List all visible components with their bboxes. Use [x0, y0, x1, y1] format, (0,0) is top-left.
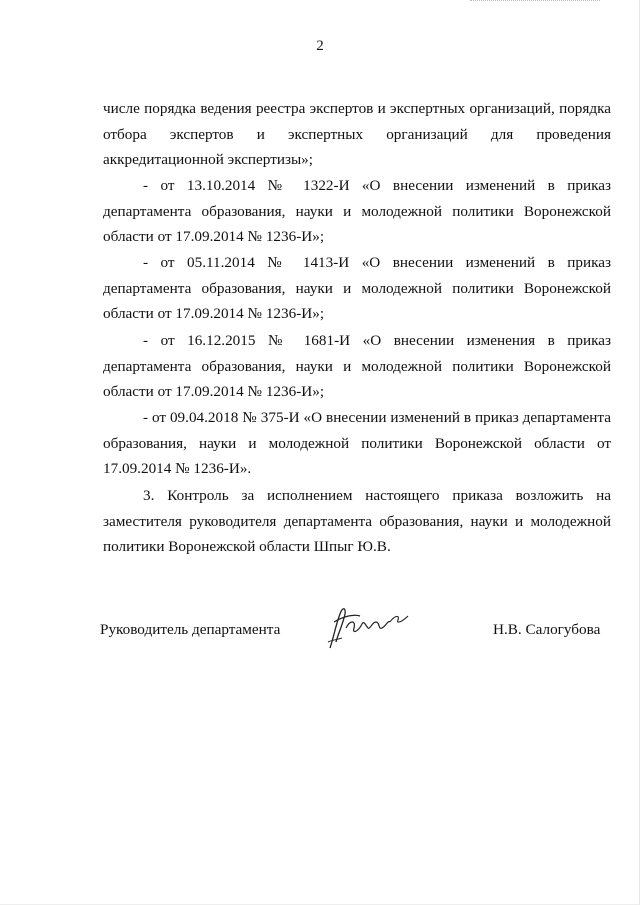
text-line: заместителя руководителя департамента образования, науки и молодежной: [103, 512, 611, 530]
signer-title: Руководитель департамента: [100, 621, 281, 638]
text-line: политики Воронежской области Шпыг Ю.В.: [103, 538, 391, 555]
list-item-1413: [103, 250, 611, 327]
text-line: 17.09.2014 № 1236-И».: [103, 460, 252, 477]
text-line: - от 05.11.2014 № 1413-И «О внесении изменений в приказ: [143, 254, 611, 271]
text-line: области от 17.09.2014 № 1236-И»;: [103, 305, 325, 322]
text-line: - от 16.12.2015 № 1681-И «О внесении изменения в приказ: [143, 332, 611, 349]
text-line: области от 17.09.2014 № 1236-И»;: [103, 228, 325, 245]
text-line: отбора экспертов и экспертных организаций для проведения: [103, 125, 611, 143]
paragraph-continuation: [103, 96, 611, 173]
text-line: департамента образования, науки и молодежной политики Воронежской: [103, 279, 611, 297]
text-line: департамента образования, науки и молодежной политики Воронежской: [103, 202, 611, 220]
list-item-1681: [103, 328, 611, 405]
scan-artifact: [470, 0, 600, 4]
text-line: аккредитационной экспертизы»;: [103, 151, 313, 168]
text-line: - от 13.10.2014 № 1322-И «О внесении изменений в приказ: [143, 177, 611, 194]
list-item-375: [103, 405, 611, 482]
text-line: области от 17.09.2014 № 1236-И»;: [103, 383, 325, 400]
text-line: 3. Контроль за исполнением настоящего приказа возложить на: [143, 487, 611, 504]
text-line: департамента образования, науки и молодежной политики Воронежской: [103, 357, 611, 375]
page-number: 2: [316, 38, 324, 54]
text-line: образования, науки и молодежной политики Воронежской области от: [103, 434, 611, 452]
list-item-1322: [103, 173, 611, 250]
text-line: - от 09.04.2018 № 375-И «О внесении изменений в приказ департамента: [143, 409, 611, 426]
paragraph-control-clause: [103, 483, 611, 560]
signer-name: Н.В. Салогубова: [493, 621, 601, 638]
text-line: числе порядка ведения реестра экспертов и экспертных организаций, порядка: [103, 100, 611, 117]
signature-image: [324, 602, 416, 654]
